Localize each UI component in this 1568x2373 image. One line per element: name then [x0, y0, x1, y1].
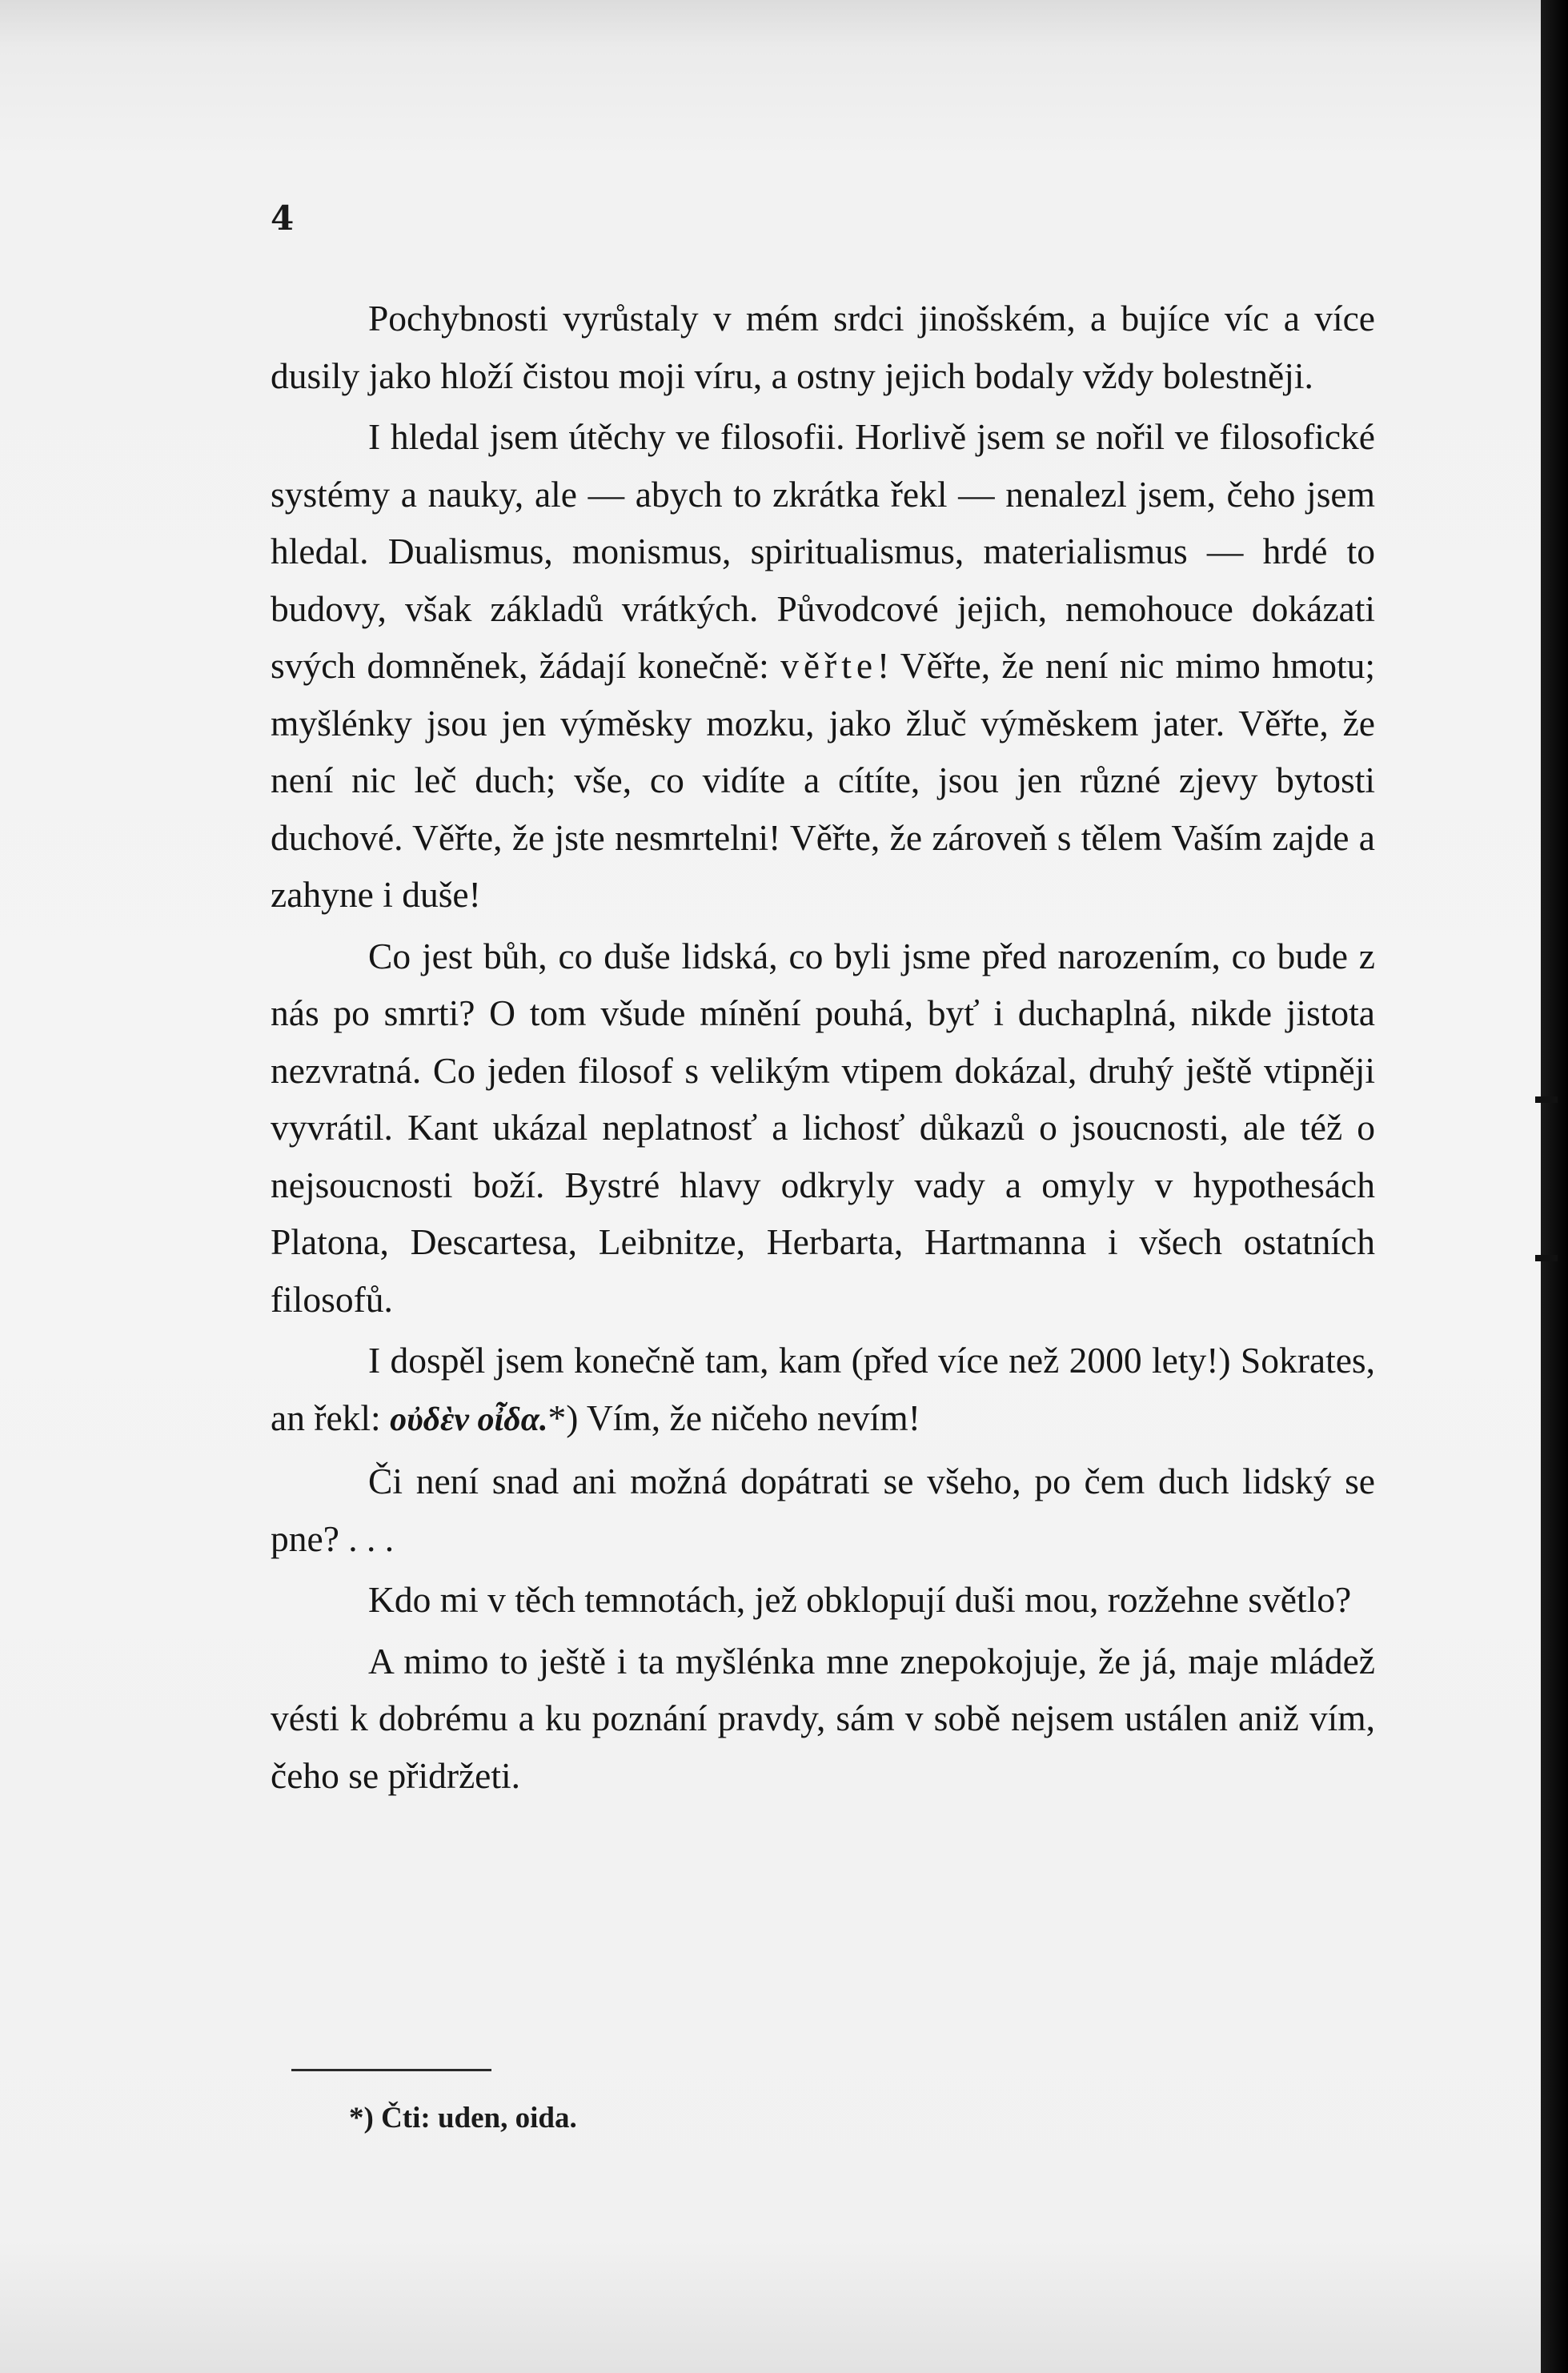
paragraph-5: Či není snad ani možná dopátrati se všeho, po čem duch lidský se pne? . . .: [271, 1461, 1375, 1559]
paragraph-1: Pochybnosti vyrůstaly v mém srdci jinošském, a bujíce víc a více dusily jako hloží čistou moji víru, a ostny jejich bodaly vždy bolestněji.: [271, 298, 1375, 396]
body-text: [271, 290, 1375, 1808]
paragraph-6: Kdo mi v těch temnotách, jež obklopují duši mou, rozžehne světlo?: [368, 1579, 1352, 1620]
paragraph-7: A mimo to ještě i ta myšlénka mne znepokojuje, že já, maje mládež vésti k dobrému a ku poznání pravdy, sám v sobě nejsem ustálen aniž vím, čeho se přidržeti.: [271, 1640, 1375, 1796]
edge-mark-upper: [1535, 1096, 1558, 1103]
paragraph-2-part-b: ! Věřte, že není nic mimo hmotu; myšlénky jsou jen výměsky mozku, jako žluč výměskem jater. Věřte, že není nic leč duch; vše, co vidíte a cítíte, jsou jen různé zjevy bytosti duchové. Věřte, že jste nesmrtelni! Věřte, že zároveň s tělem Vaším zajde a zahyne i duše!: [271, 645, 1375, 915]
paragraph-2: [271, 408, 1375, 924]
edge-mark-lower: [1535, 1255, 1558, 1261]
paragraph-4-part-a: I dospěl jsem konečně tam, kam (před více než 2000 lety!) Sokrates, an řekl:: [271, 1340, 1375, 1438]
paragraph-2-part-a: I hledal jsem útěchy ve filosofii. Horlivě jsem se nořil ve filosofické systémy a nauky, ale — abych to zkrátka řekl — nenalezl jsem, čeho jsem hledal. Dualismus, monismus, spiritualismus, materialismus — hrdé to budovy, však základů vrátkých. Původcové jejich, nemohouce dokázati svých domněnek, žádají konečně:: [271, 416, 1375, 686]
paragraph-4-part-b: *) Vím, že ničeho nevím!: [547, 1397, 920, 1438]
spaced-emphasis: věřte: [780, 645, 878, 686]
footnote: *) Čti: uden, oida.: [349, 2102, 577, 2134]
greek-quote: οὐδὲν οἶδα.: [390, 1401, 548, 1438]
page-edge-shadow: [1541, 0, 1568, 2373]
paragraph-3: Co jest bůh, co duše lidská, co byli jsme před narozením, co bude z nás po smrti? O tom všude mínění pouhá, byť i duchaplná, nikde jistota nezvratná. Co jeden filosof s velikým vtipem dokázal, druhý ještě vtipněji vyvrátil. Kant ukázal neplatnosť a lichosť důkazů o jsoucnosti, ale též o nejsoucnosti boží. Bystré hlavy odkryly vady a omyly v hypothesách Platona, Descartesa, Leibnitze, Herbarta, Hartmanna i všech ostatních filosofů.: [271, 935, 1375, 1320]
footnote-divider: [291, 2069, 491, 2071]
paragraph-4: [271, 1332, 1375, 1449]
page-number: 4: [271, 198, 295, 238]
